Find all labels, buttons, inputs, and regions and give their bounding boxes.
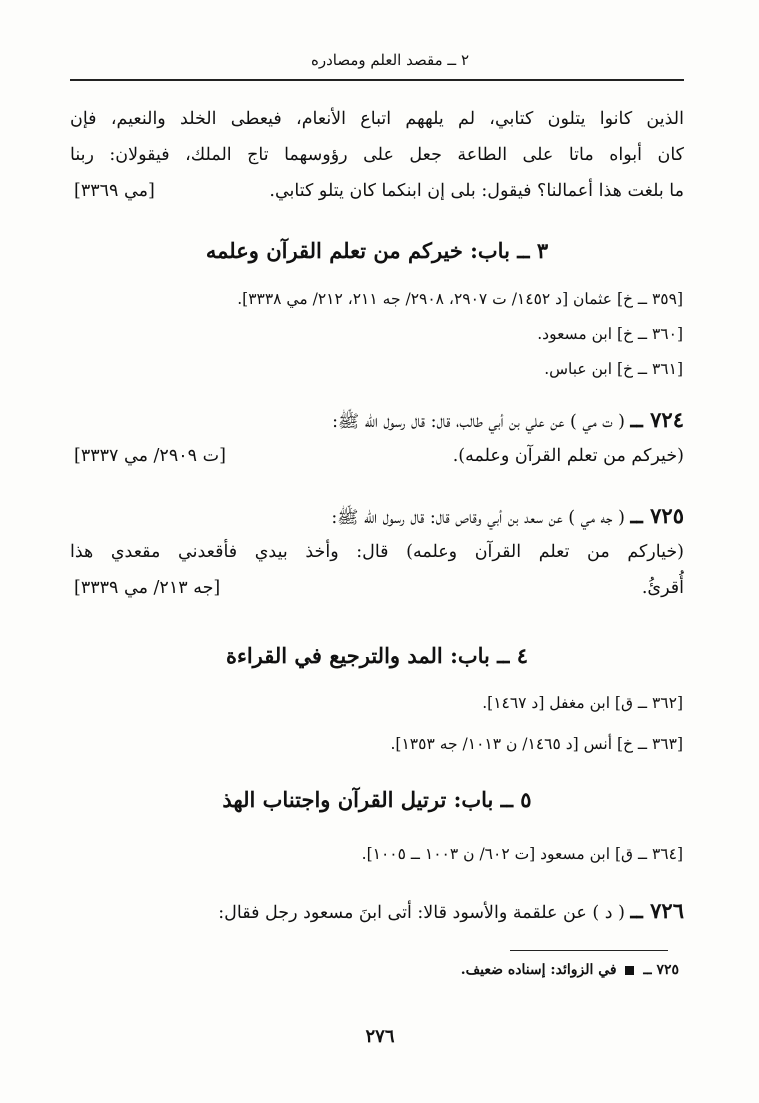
chapter-heading: ٤ ــ باب: المد والترجيع في القراءة — [225, 643, 529, 668]
continuation-paragraph — [70, 101, 684, 209]
cross-reference: [٣٦١ ــ خ] ابن عباس. — [544, 360, 683, 378]
hadith-line — [70, 438, 684, 474]
running-head: ٢ ــ مقصد العلم ومصادره — [311, 51, 469, 69]
paragraph-line: ما بلغت هذا أعمالنا؟ فيقول: بلى إن ابنكما كان يتلو كتابي. — [269, 181, 684, 201]
hadith-number: ٧٢٥ ــ — [630, 503, 684, 528]
hadith-text: ( جه مي ) عن سعد بن أبي وقاص قال: قال رسول الله ﷺ: — [331, 508, 625, 528]
reference: [ت ٢٩٠٩/ مي ٣٣٣٧] — [74, 446, 226, 466]
hadith-724 — [70, 402, 684, 474]
hadith-text: (خياركم من تعلم القرآن وعلمه) قال: وأخذ بيدي فأقعدني مقعدي هذا — [70, 542, 684, 562]
hadith-number: ٧٢٦ ــ — [630, 898, 684, 923]
paragraph-line: كان أبواه ماتا على الطاعة جعل على رؤوسهما تاج الملك، فيقولان: ربنا — [70, 145, 684, 165]
footnote-number: ٧٢٥ ــ — [643, 962, 679, 978]
cross-reference: [٣٦٤ ــ ق] ابن مسعود [ت ٦٠٢/ ن ١٠٠٣ ــ ١٠٠٥]. — [361, 845, 683, 863]
hadith-line — [70, 570, 684, 606]
cross-reference: [٣٦٢ ــ ق] ابن مغفل [د ١٤٦٧]. — [482, 694, 683, 712]
hadith-text: (خيركم من تعلم القرآن وعلمه). — [452, 446, 684, 466]
cross-reference: [٣٦٣ ــ خ] أنس [د ١٤٦٥/ ن ١٠١٣/ جه ١٣٥٣]. — [390, 735, 683, 753]
header-rule — [70, 79, 684, 81]
reference: [مي ٣٣٦٩] — [74, 181, 155, 201]
square-marker-icon — [625, 966, 634, 975]
footnote-rule — [510, 950, 668, 951]
hadith-line — [70, 893, 684, 929]
reference: [جه ٢١٣/ مي ٣٣٣٩] — [74, 578, 221, 598]
chapter-heading: ٣ ــ باب: خيركم من تعلم القرآن وعلمه — [205, 238, 549, 263]
hadith-text: ( ت مي ) عن علي بن أبي طالب، قال: قال رسول الله ﷺ: — [332, 412, 625, 432]
page-number: ٢٧٦ — [365, 1026, 395, 1047]
footnote-text: في الزوائد: إسناده ضعيف. — [460, 962, 617, 978]
hadith-number: ٧٢٤ ــ — [630, 407, 684, 432]
paragraph-last-row — [70, 173, 684, 209]
hadith-726 — [70, 893, 684, 929]
cross-reference: [٣٥٩ ــ خ] عثمان [د ١٤٥٢/ ت ٢٩٠٧، ٢٩٠٨/ جه ٢١١، ٢١٢/ مي ٣٣٣٨]. — [237, 290, 683, 308]
footnote — [461, 962, 679, 978]
hadith-text: ( د ) عن علقمة والأسود قالا: أتى ابنَ مسعود رجل فقال: — [218, 903, 625, 923]
hadith-line — [70, 402, 684, 438]
cross-reference: [٣٦٠ ــ خ] ابن مسعود. — [537, 325, 683, 343]
chapter-heading: ٥ ــ باب: ترتيل القرآن واجتناب الهذ — [222, 787, 532, 812]
hadith-725 — [70, 498, 684, 606]
hadith-text: أُقرئُ. — [641, 578, 684, 598]
hadith-line — [70, 498, 684, 534]
paragraph-line: الذين كانوا يتلون كتابي، لم يلههم اتباع الأنعام، فيعطى الخلد والنعيم، فإن — [70, 109, 684, 129]
